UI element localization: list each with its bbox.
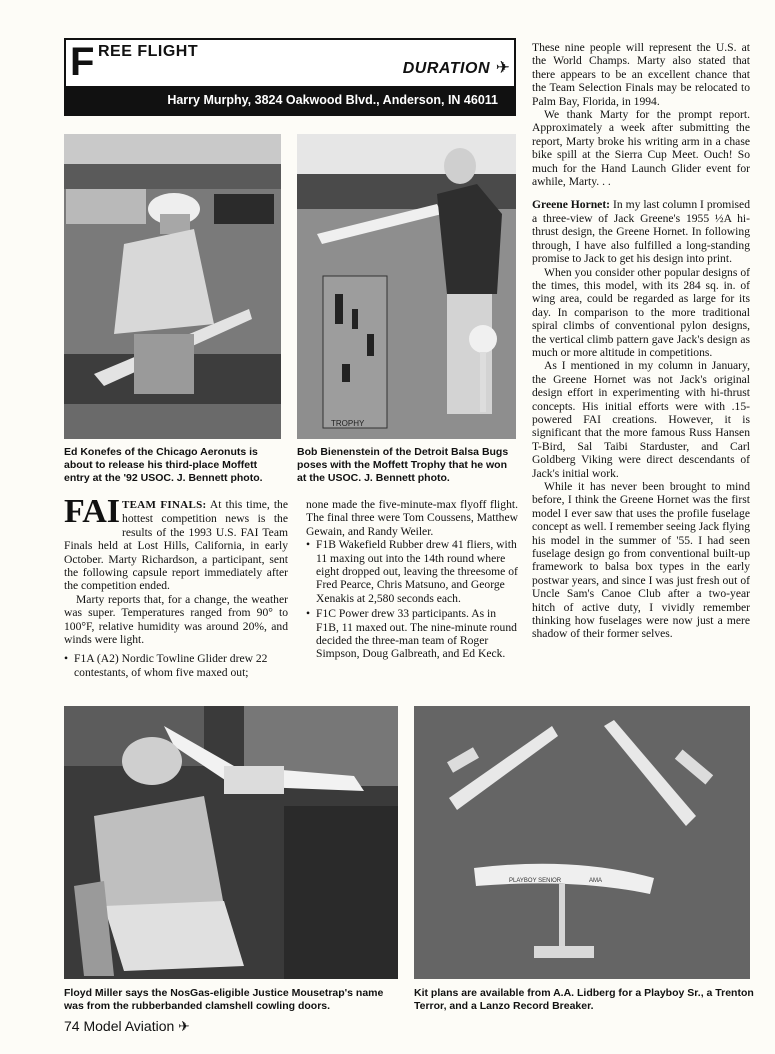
article-column-1 — [64, 493, 288, 681]
photo-2-caption: Bob Bienenstein of the Detroit Balsa Bugs poses with the Moffett Trophy that he won at the USOC. J. Bennett photo. — [297, 446, 509, 484]
col3-paragraph-1: These nine people will represent the U.S. at the World Champs. Marty also stated that there appears to be an excellent chance that the Team Selection Finals may be relocated to Palm Bay, Florida, in 1994. — [532, 41, 750, 108]
greene-hornet-paragraph-1: In my last column I promised a three-view of Jack Greene's 1955 ½A hi-thrust design, the Greene Hornet. In following through, I have also fulfilled a long-standing promise to Jack to get his design into print. — [532, 198, 750, 266]
greene-hornet-paragraph-2: When you consider other popular designs of the times, this model, with its 284 sq. in. of wing area, could be regarded as large for its day. In comparison to the more traditional spiral climbs of conventional pylon designs, the vertical climb pattern gave Jack's design as much or more altitude in competitions. — [532, 265, 750, 359]
photo-4-caption: Kit plans are available from A.A. Lidberg for a Playboy Sr., a Trenton Terror, and a Lanzo Record Breaker. — [414, 987, 754, 1012]
fai-paragraph-2: Marty reports that, for a change, the weather was super. Temperatures ranged from 90° to 100°F, relative humidity was around 20%, and winds were light. — [64, 592, 288, 647]
playboy-wing-label: PLAYBOY SENIOR — [509, 878, 562, 884]
author-address: Harry Murphy, 3824 Oakwood Blvd., Anderson, IN 46011 — [66, 86, 514, 114]
greene-hornet-heading: Greene Hornet: — [532, 198, 611, 212]
article-column-3 — [532, 41, 750, 641]
article-column-2 — [306, 498, 518, 663]
airplane-icon: ✈ — [495, 58, 510, 77]
fai-drop-cap: FAI — [64, 493, 121, 530]
photo-ed-konefes — [64, 134, 281, 439]
bullet-f1c: • F1C Power drew 33 participants. As in F1B, 11 maxed out. The nine-minute round decided the three-man team of Roger Simpson, Doug Galbreath, and Ed Keck. — [306, 607, 518, 661]
bullet-f1b: • F1B Wakefield Rubber drew 41 fliers, with 11 maxing out into the 14th round where eight dropped out, leaving the threesome of Fred Pearce, Chris Matsuno, and George Xenakis at 2,580 seconds each. — [306, 538, 518, 605]
col3-paragraph-2: We thank Marty for the prompt report. Approximately a week after submitting the report, Marty broke his writing arm in a chase bike spill at the Sierra Cup Meet. Ouch! So much for the Hand Launch Glider event for awhile, Marty. . . — [532, 108, 750, 189]
header-section: DURATION — [402, 60, 490, 77]
column-header — [64, 38, 516, 116]
greene-hornet-paragraph-3: As I mentioned in my column in January, the Greene Hornet was not Jack's original design effort in experimenting with hi-thrust concepts. His initial efforts were with .15-powered FAI creations. However, it is significant that the more famous Russ Hansen T-Bird, Sal Taibi Starduster, and Carl Goldberg Viking were direct descendants of Jack's initial work. — [532, 359, 750, 480]
fai-paragraph-1: At this time, the hottest competition news is the results of the 1993 U.S. FAI Team Finals held at Lost Hills, California, in early October. Marty Richardson, a participant, sent the following capsule report immediately after the competition ended. — [64, 498, 288, 593]
bullet-f1a: • F1A (A2) Nordic Towline Glider drew 22 contestants, of whom five maxed out; — [64, 652, 288, 679]
ama-wing-label: AMA — [589, 878, 603, 884]
page-number: 74 — [64, 1018, 80, 1034]
f1a-continued: none made the five-minute-max flyoff flight. The final three were Tom Coussens, Matthew Gewain, and Randy Weiler. — [306, 498, 518, 538]
photo-kit-models — [414, 706, 750, 979]
page-footer — [64, 1018, 190, 1035]
fai-heading: TEAM FINALS: — [122, 499, 207, 511]
photo-bob-bienenstein — [297, 134, 516, 439]
photo-1-caption: Ed Konefes of the Chicago Aeronuts is about to release his third-place Moffett entry at the '92 USOC. J. Bennett photo. — [64, 446, 263, 484]
greene-hornet-paragraph-4: While it has never been brought to mind before, I think the Greene Hornet was the first model I ever saw that uses the profile fuselage concept as well. I remember seeing Jack flying his model in the summer of '55. I had seen fuselage design go from conventional built-up framework to balsa box types in the early postwar years, and since I was just fresh out of Uncle Sam's Canoe Club after a two-year hitch of active duty, I vividly remember thinking how fuselages were now just a mere shadow of their former selves. — [532, 480, 750, 641]
photo-floyd-miller — [64, 706, 398, 979]
airplane-icon: ✈ — [178, 1018, 190, 1034]
magazine-name: Model Aviation — [83, 1018, 175, 1034]
trophy-label: TROPHY — [331, 419, 365, 428]
header-title-initial: F — [70, 40, 95, 84]
photo-3-caption: Floyd Miller says the NosGas-eligible Justice Mousetrap's name was from the rubberbanded clamshell cowling doors. — [64, 987, 384, 1012]
header-title: REE FLIGHT — [98, 43, 199, 60]
